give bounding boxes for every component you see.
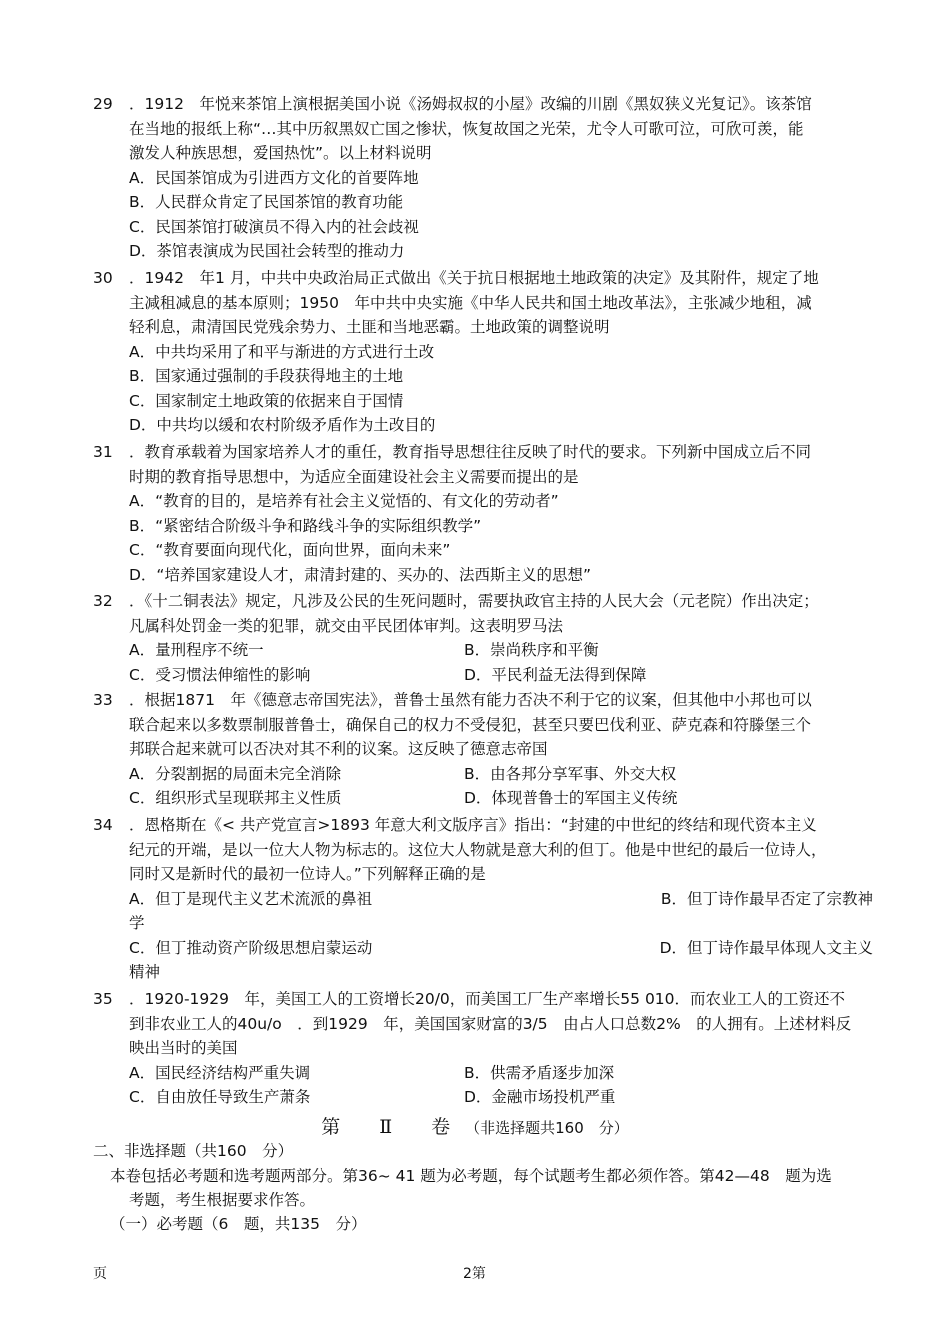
question-line: ．1920-1929 年，美国工人的工资增长20/0，而美国工厂生产率增长55 010．而农业工人的工资还不 [129, 990, 846, 1008]
question-line: 激发人种族思想，爱国热忱”。以上材料说明 [129, 144, 432, 162]
page-number: 2第 [463, 1266, 486, 1282]
question-number: 33 [93, 691, 113, 709]
option-c: C．组织形式呈现联邦主义性质 [129, 789, 342, 807]
option-c: C．受习惯法伸缩性的影响 [129, 665, 311, 684]
question-line: 轻利息，肃清国民党残余势力、土匪和当地恶霸。土地政策的调整说明 [129, 318, 610, 336]
question-line: ．根据1871 年《德意志帝国宪法》，普鲁士虽然有能力否决不利于它的议案，但其他中小邦也可以 [129, 691, 812, 709]
option-d: D．茶馆表演成为民国社会转型的推动力 [129, 242, 405, 260]
option-d: D．金融市场投机严重 [464, 1088, 616, 1106]
part2-intro-line2: 考题，考生根据要求作答。 [129, 1191, 316, 1209]
option-c: C．民国茶馆打破演员不得入内的社会歧视 [129, 217, 419, 236]
option-c: C．“教育要面向现代化，面向世界，面向未来” [129, 541, 451, 559]
question-line: 时期的教育指导思想中，为适应全面建设社会主义需要而提出的是 [129, 467, 579, 486]
option-b: B．但丁诗作最早否定了宗教神 [660, 889, 873, 908]
option-d: D．体现普鲁士的军国主义传统 [464, 789, 678, 807]
question-line: 映出当时的美国 [129, 1039, 238, 1057]
question-number: 34 [93, 816, 113, 834]
question-line: 凡属科处罚金一类的犯罪，就交由平民团体审判。这表明罗马法 [129, 616, 564, 635]
question-number: 30 [93, 269, 113, 287]
question-30 [93, 266, 873, 438]
option-a: A．民国茶馆成为引进西方文化的首要阵地 [129, 168, 419, 187]
question-line: ．《十二铜表法》规定，凡涉及公民的生死问题时，需要执政官主持的人民大会（元老院）作出决定； [129, 592, 819, 610]
footer-left: 页 [93, 1266, 107, 1282]
question-line: ．1912 年悦来茶馆上演根据美国小说《汤姆叔叔的小屋》改编的川剧《黑奴狭义光复记》。该茶馆 [129, 95, 812, 113]
part2-heading: 二、非选择题（共160 分） [93, 1142, 294, 1160]
section-title [0, 1115, 950, 1140]
option-a: A．量刑程序不统一 [129, 641, 264, 659]
question-line: ．1942 年1 月，中共中央政治局正式做出《关于抗日根据地土地政策的决定》及其附件，规定了地 [129, 269, 819, 287]
question-number: 32 [93, 592, 113, 610]
option-c: C．自由放任导致生产萧条 [129, 1088, 311, 1106]
option-d: D．中共均以缓和农村阶级矛盾作为土改目的 [129, 416, 436, 434]
section-title-text: 第 Ⅱ 卷 [321, 1116, 461, 1138]
question-35 [93, 987, 873, 1110]
option-c: C．国家制定土地政策的依据来自于国情 [129, 391, 404, 410]
question-line: 在当地的报纸上称“…其中历叙黑奴亡国之惨状，恢复故国之光荣，尤令人可歌可泣，可欣可羡，能 [129, 119, 804, 138]
question-33 [93, 688, 873, 811]
section-subtitle: （非选择题共160 分） [465, 1119, 629, 1137]
question-line: 邦联合起来就可以否决对其不利的议案。这反映了德意志帝国 [129, 740, 548, 758]
option-b: B．由各邦分享军事、外交大权 [464, 764, 677, 783]
option-b: B．国家通过强制的手段获得地主的土地 [129, 367, 404, 385]
question-number: 35 [93, 990, 113, 1008]
question-line: 纪元的开端，是以一位大人物为标志的。这位大人物就是意大利的但丁。他是中世纪的最后一位诗人， [129, 840, 827, 859]
option-c: C．但丁推动资产阶级思想启蒙运动 [129, 938, 373, 957]
option-b: B．人民群众肯定了民国茶馆的教育功能 [129, 193, 404, 211]
part2-intro-line1: 本卷包括必考题和选考题两部分。第36~ 41 题为必考题，每个试题考生都必须作答。第42—48 题为选 [110, 1167, 832, 1185]
option-b: B．供需矛盾逐步加深 [464, 1063, 615, 1082]
option-a: A．分裂割据的局面未完全消除 [129, 764, 342, 783]
question-29 [93, 92, 873, 264]
question-34 [93, 813, 873, 985]
option-a: A．国民经济结构严重失调 [129, 1063, 311, 1082]
question-31 [93, 440, 873, 587]
option-b: B．崇尚秩序和平衡 [464, 641, 599, 659]
question-line: 同时又是新时代的最初一位诗人。”下列解释正确的是 [129, 865, 486, 883]
question-line: ．恩格斯在《< 共产党宣言>1893 年意大利文版序言》指出：“封建的中世纪的终结和现代资本主义 [129, 816, 817, 834]
option-a: A．“教育的目的，是培养有社会主义觉悟的、有文化的劳动者” [129, 492, 559, 510]
option-b: B．“紧密结合阶级斗争和路线斗争的实际组织教学” [129, 516, 482, 535]
option-b-wrap: 学 [129, 914, 145, 932]
question-line: ．教育承载着为国家培养人才的重任，教育指导思想往往反映了时代的要求。下列新中国成立后不同 [129, 443, 812, 461]
question-line: 联合起来以多数票制服普鲁士，确保自己的权力不受侵犯，甚至只要巴伐利亚、萨克森和符滕堡三个 [129, 715, 812, 734]
option-d: D．“培养国家建设人才，肃清封建的、买办的、法西斯主义的思想” [129, 565, 591, 584]
question-number: 31 [93, 443, 113, 461]
option-a: A．中共均采用了和平与渐进的方式进行土改 [129, 342, 435, 361]
question-number: 29 [93, 95, 113, 113]
option-d-wrap: 精神 [129, 963, 161, 981]
question-line: 主减租减息的基本原则；1950 年中共中央实施《中华人民共和国土地改革法》，主张减少地租，减 [129, 293, 812, 312]
option-d: D．平民利益无法得到保障 [464, 665, 647, 684]
question-line: 到非农业工人的40u/o ．到1929 年，美国国家财富的3/5 由占人口总数2% 的人拥有。上述材料反 [129, 1014, 852, 1033]
part2-subheading: （一）必考题（6 题，共135 分） [110, 1215, 367, 1233]
option-d: D．但丁诗作最早体现人文主义 [659, 938, 873, 957]
question-32 [93, 589, 873, 687]
option-a: A．但丁是现代主义艺术流派的鼻祖 [129, 889, 373, 908]
